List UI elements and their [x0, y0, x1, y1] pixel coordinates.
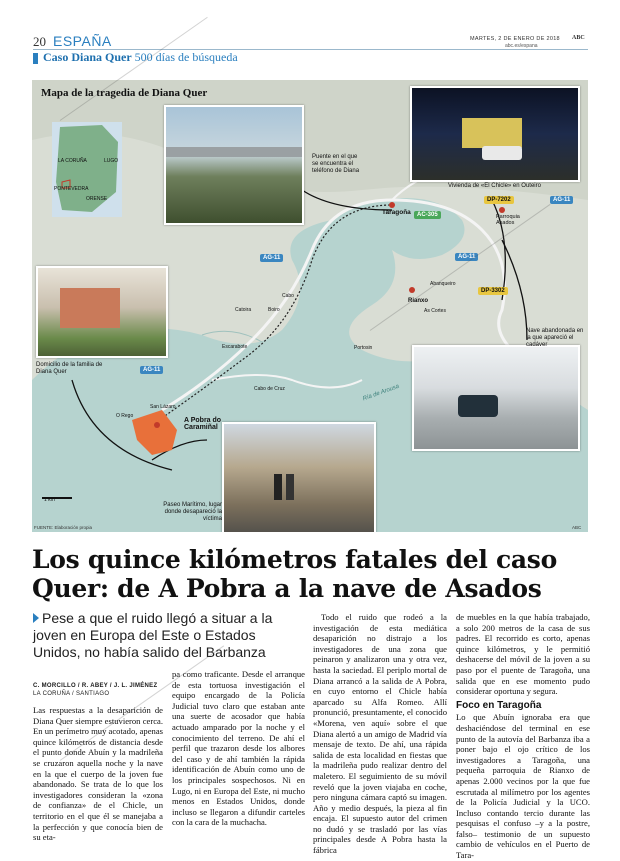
photo-warehouse: [412, 345, 580, 451]
issue-date: MARTES, 2 DE ENERO DE 2018: [470, 36, 560, 42]
subhead: Foco en Taragoña: [456, 699, 542, 711]
map-source: FUENTE: Elaboración propia: [34, 525, 93, 530]
body-column-4-part-2: Lo que Abuín ignoraba era que deshaciéndose del terminal en ese punto de la autovía del Barbanza iba a poner bajo el ojo crítico de los investigadores a Taragoña, una pequeña parroquia de Rianxo de apenas 2.000 vecinos por la que fue escrutada al milímetro por los agentes de la Policía Judicial y la UCO. Incluso contando tercio durante las pesquisas el confuso –y a la postre, falso– testimonio de un supuesto cambio de vehículos en el Puerto de Tara-: [456, 712, 590, 861]
place-taragona: Taragoña: [382, 209, 411, 216]
map-title: Mapa de la tragedia de Diana Quer: [41, 87, 208, 99]
place-rianxo: Rianxo: [408, 298, 429, 304]
inset-label-lugo: LUGO: [104, 158, 119, 164]
body-column-4: [456, 612, 590, 861]
photo-house-chicle: [410, 86, 580, 182]
section-name: ESPAÑA: [53, 33, 112, 49]
section-url: abc.es/espana: [505, 43, 538, 49]
body-column-2: pa como traficante. Desde el arranque de esta tortuosa investigación el equipo encargado de la Policía Judicial tuvo claro que estaban ante una suerte de acosador que había actuado amparado por la noche y el conocimiento del terreno. De ahí el perfil que trazaron desde los albores del caso y de ahí también la rápida identificación de Abuín como uno de los principales sospechosos. Ni en Lugo, ni en Europa del Este, ni mucho menos en Estados Unidos, donde incluso se llegaron a difundir carteles con la cara de la muchacha.: [172, 669, 305, 828]
place-boiro: Boiro: [268, 307, 280, 313]
inset-label-orense: ORENSE: [86, 196, 108, 202]
road-ag11-c: AG-11: [140, 366, 163, 374]
body-column-4-part-1: de muebles en la que había trabajado, a solo 200 metros de la casa de sus padres. El recorrido es corto, apenas quince kilómetros, y le permitió deshacerse del móvil de la joven a su paso por el puente de Taragoña, una salida que en ese momento pudo considerar oportuna y segura.: [456, 612, 590, 697]
headline: Los quince kilómetros fatales del caso Quer: de A Pobra a la nave de Asados: [32, 545, 557, 603]
place-san-lazaro: San Lázaro: [150, 404, 176, 410]
place-a-pobra: A Pobra do Caramiñal: [184, 417, 222, 431]
place-asados: Parroquia Asados: [496, 214, 520, 226]
kicker-topic: Caso Diana Quer: [43, 50, 132, 64]
caption-house: Vivienda de «El Chicle» en Outeiro: [448, 183, 541, 189]
photo-promenade: [222, 422, 376, 532]
kicker-sub: 500 días de búsqueda: [134, 50, 238, 64]
caption-promenade: Paseo Marítimo, lugar donde desapareció la víctima: [163, 502, 222, 522]
caption-warehouse: Nave abandonada en la que apareció el cadáver: [526, 328, 584, 348]
photo-bridge: [164, 105, 304, 225]
brand-name: ABC: [572, 35, 585, 41]
body-column-1: Las respuestas a la desaparición de Diana Quer siempre estuvieron cerca. En un perímetro muy acotado, apenas quince kilómetros de distancia desde el punto donde Abuín y la madrileña se cruzaron aquella noche y la nave en la que el cuerpo de la joven fue abandonado. Se trata de lo que los investigadores consideran la «zona de confianza» de el Chicle, un territorio en el que él se manejaba a la perfección y que conocía bien de su eta-: [33, 705, 163, 843]
place-cabo-cruz: Cabo de Cruz: [254, 386, 285, 392]
road-ag11-a: AG-11: [260, 254, 283, 262]
galicia-shape: [52, 122, 122, 217]
place-portosin: Portosin: [354, 345, 373, 351]
place-as-cortes: As Cortes: [424, 308, 446, 314]
kicker-marker: [33, 53, 38, 64]
road-ac305: AC-305: [414, 211, 441, 219]
body-column-3: Todo el ruido que rodeó a la investigación de esta mediática desaparición no distrajo a los investigadores de una zona que peinaron y analizaron una y otra vez, hasta la saciedad. El periplo mortal de Diana arrancó a la salida de A Pobra, en cuyo entorno el Chicle había aparcado su Alfa Romeo. Allí pronunció, presuntamente, el conocido «Morena, ven aquí» sobre el que Diana alertó a un amigo de Madrid vía mensaje de texto. De ahí, una rápida salida de esta localidad en fiestas que la madrileña pudo realizar dentro del maletero. El seguimiento de su móvil reveló que la joven viajaba en coche, pero ninguna cámara captó su imagen. Año y medio después, la pieza al fin encaja. El supuesto autor del crimen no dudó y se trasladó por las vías principales desde A Pobra hasta la fábrica: [313, 612, 447, 856]
map-credit: ABC: [572, 525, 582, 530]
deck: [33, 610, 303, 661]
caption-family-home: Domicilio de la familia de Diana Quer: [36, 362, 103, 375]
dateline: LA CORUÑA / SANTIAGO: [33, 691, 110, 697]
caption-bridge: Puente en el que se encuentra el teléfono de Diana: [312, 154, 360, 174]
map-graphic: [32, 80, 588, 532]
road-ag-b: AG-11: [550, 196, 573, 204]
deck-text: Pese a que el ruido llegó a situar a la joven en Europa del Este o Estados Unidos, no había salido del Barbanza: [33, 610, 273, 660]
place-catoira: Catoira: [235, 307, 252, 313]
scale-label: 1 km: [44, 497, 55, 503]
place-ria-arousa: Ría de Arousa: [362, 383, 401, 403]
place-abanqueiro: Abanqueiro: [430, 281, 456, 287]
road-dp7202: DP-7202: [484, 196, 514, 204]
byline: C. MORCILLO / R. ABEY / J. L. JIMÉNEZ: [33, 683, 158, 689]
place-escarabote: Escarabote: [222, 344, 248, 350]
page-number: 20: [33, 34, 46, 49]
inset-label-coruna: LA CORUÑA: [58, 158, 87, 164]
photo-family-home: [36, 266, 168, 358]
place-o-rego: O Rego: [116, 413, 134, 419]
inset-label-pontevedra: PONTEVEDRA: [54, 186, 89, 192]
galicia-inset: [52, 122, 122, 217]
road-dp3302: DP-3302: [478, 287, 508, 295]
place-cabo: Cabo: [282, 293, 294, 299]
kicker: [43, 50, 238, 65]
road-ag11-b: AG-11: [455, 253, 478, 261]
